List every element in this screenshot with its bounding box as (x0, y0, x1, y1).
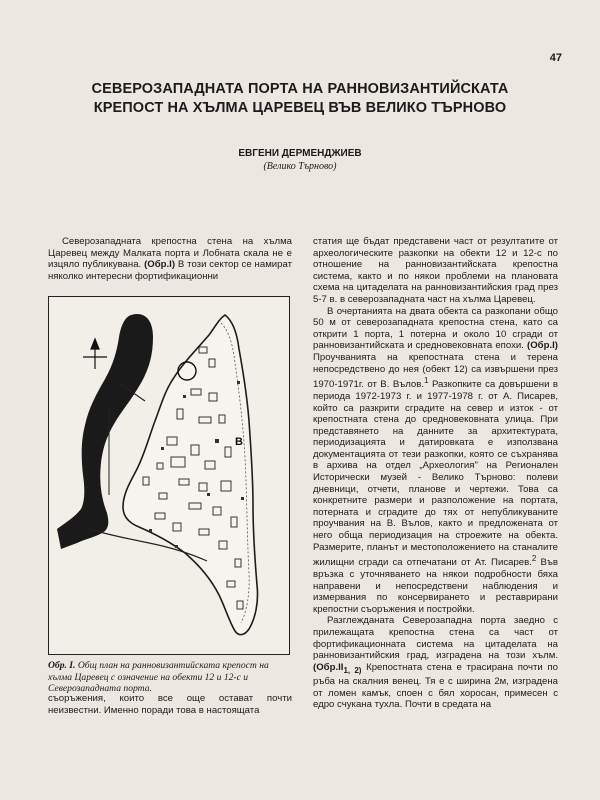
caption-label: Обр. I. (48, 660, 76, 671)
title-line-2: КРЕПОСТ НА ХЪЛМА ЦАРЕВЕЦ ВЪВ ВЕЛИКО ТЪРНОВО (93, 100, 507, 116)
left-column-continuation (48, 693, 292, 716)
caption-text: Общ план на ранновизантийската крепост на хълма Царевец с означение на обекти 12 и 12-с и Северозападната порта. (48, 660, 269, 694)
right-paragraph-1: статия ще бъдат представени част от резултатите от археологическите разкопки на обекти 12 и 12-с по отношение на ранновизантийската крепостна система, както и по някои проблеми на плановата схема на цитаделата на ранновизантийския град през 5-7 в. в северозападната част на хълма Царевец. (313, 236, 558, 305)
author-affiliation: (Велико Търново) (263, 161, 337, 172)
figure-caption (48, 660, 292, 695)
right-paragraph-2: В очертанията на двата обекта са разкопани общо 50 м от северозападната крепостна стена, като са открити 1 порта, 1 потерна и около 10 сгради от ранновизантийската и средновековната епохи. (Обр.I) Проучванията на крепостната стена и терена непосредствено до нея (обект 12) са извършени през 1970-1971г. от В. Вълов.$^1$ Разкопките са довършени в периода 1972-1973 г. и 1977-1978 г. от А. Писарев, който са разкрити сградите на север и изток - от крепостната стена до средновековната улица. При представянето на данните за архитектурата, периодизацията и датировката е използвана документацията от тези разкопки, която се съхранява в архива на отдел „Археология" на Регионален Исторически музей - Велико Търново: полеви дневници, отчети, планове и чертежи. Това са конкретните размери и разположение на портата, потерната и сградите до тях от непубликуваните проучвания на В. Вълов, както и предложената от него обща периодизация на строежите на обекта. Размерите, планът и местоположението на станалите жилищни сгради са отпечатани от Ат. Писарев.$^2$ Във връзка с уточняването на някои подробности бяха направени и непосредствени наблюдения и измервания по консервирането и реставрирани крепостни съоръжения и постройки. (313, 305, 558, 615)
article-title (60, 80, 540, 118)
right-column (313, 236, 558, 711)
page-number: 47 (549, 52, 562, 64)
title-line-1: СЕВЕРОЗАПАДНАТА ПОРТА НА РАННОВИЗАНТИЙСКАТА (91, 81, 509, 97)
north-arrow (83, 339, 107, 369)
author-name: ЕВГЕНИ ДЕРМЕНДЖИЕВ (238, 148, 362, 159)
intro-paragraph: Северозападната крепостна стена на хълма Царевец между Малката порта и Лобната скала не е изцяло публикувана. (Обр.I) В този сектор се намират няколко интересни фортификационни (48, 236, 292, 282)
site-plan-map (49, 297, 289, 654)
left-column-intro (48, 236, 292, 282)
map-label-b: B (235, 436, 243, 448)
figure-site-plan (48, 296, 290, 655)
right-paragraph-3: Разглежданата Северозападна порта заедно с прилежащата крепостна стена са част от фортификационната система на цитаделата на ранновизантийския град, изградена на този хълм. ($Обр.II_{1, 2)}$ Крепостната стена е трасирана почти по ръба на скалния венец. Тя е с ширина 2м, изградена от ломен камък, споен с бял хоросан, примесен с едро счукана тухла. Почти в средата на (313, 615, 558, 711)
continuation-paragraph: съоръжения, които все още остават почти неизвестни. Именно поради това в настоящата (48, 693, 292, 716)
